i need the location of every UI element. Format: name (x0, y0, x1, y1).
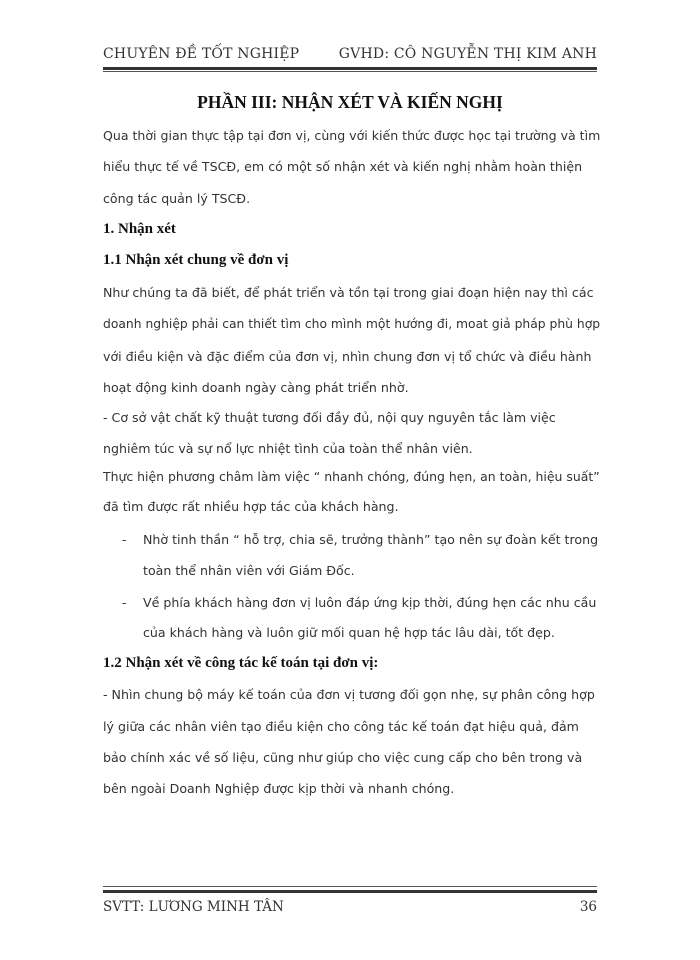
header-left: CHUYÊN ĐỀ TỐT NGHIỆP (103, 46, 300, 62)
intro-line-3: công tác quản lý TSCĐ. (103, 191, 251, 206)
footer-rule-thick (103, 890, 597, 893)
s11-p2-line-1: - Cơ sở vật chất kỹ thuật tương đối đầy đủ, nội quy nguyên tắc làm việc (103, 410, 556, 425)
bullet-2-marker: - (122, 595, 127, 610)
page-header (103, 46, 597, 62)
s12-p1-line-3: bảo chính xác về số liệu, cũng như giúp cho việc cung cấp cho bên trong và (103, 750, 583, 765)
header-rule-thin (103, 71, 597, 72)
s11-p1-line-4: hoạt động kinh doanh ngày càng phát triển nhờ. (103, 380, 409, 395)
bullet-2-line-2: của khách hàng và luôn giữ mối quan hệ hợp tác lâu dài, tốt đẹp. (143, 625, 555, 640)
page-title: PHẦN III: NHẬN XÉT VÀ KIẾN NGHỊ (197, 92, 503, 112)
header-right: GVHD: CÔ NGUYỄN THỊ KIM ANH (338, 46, 597, 62)
header-rule-thick (103, 67, 597, 70)
section-1-2-heading: 1.2 Nhận xét về công tác kế toán tại đơn vị: (103, 655, 379, 671)
intro-line-2: hiểu thực tế về TSCĐ, em có một số nhận xét và kiến nghị nhằm hoàn thiện (103, 159, 583, 174)
footer-author: SVTT: LƯƠNG MINH TÂN (103, 899, 284, 915)
s11-p2-line-2: nghiêm túc và sự nổ lực nhiệt tình của toàn thể nhân viên. (103, 441, 473, 456)
bullet-2-line-1: Về phía khách hàng đơn vị luôn đáp ứng kịp thời, đúng hẹn các nhu cầu (143, 595, 597, 610)
bullet-1-line-1: Nhờ tinh thần “ hỗ trợ, chia sẽ, trưởng thành” tạo nên sự đoàn kết trong (143, 532, 599, 547)
s12-p1-line-1: - Nhìn chung bộ máy kế toán của đơn vị tương đối gọn nhẹ, sự phân công hợp (103, 687, 595, 702)
s11-p1-line-2: doanh nghiệp phải can thiết tìm cho mình một hướng đi, moat giả pháp phù hợp (103, 317, 601, 331)
s11-p3-line-1: Thực hiện phương châm làm việc “ nhanh chóng, đúng hẹn, an toàn, hiệu suất” (103, 469, 600, 484)
bullet-1-marker: - (122, 532, 127, 547)
footer-rule-thin (103, 886, 597, 887)
s12-p1-line-2: lý giữa các nhân viên tạo điều kiện cho công tác kế toán đạt hiệu quả, đảm (103, 719, 579, 734)
s12-p1-line-4: bên ngoài Doanh Nghiệp được kịp thời và nhanh chóng. (103, 781, 455, 796)
page-footer (103, 899, 597, 915)
intro-line-1: Qua thời gian thực tập tại đơn vị, cùng với kiến thức được học tại trường và tìm (103, 128, 601, 143)
bullet-1-line-2: toàn thể nhân viên với Giám Đốc. (143, 563, 355, 578)
s11-p3-line-2: đã tìm được rất nhiều hợp tác của khách hàng. (103, 499, 399, 514)
s11-p1-line-1: Như chúng ta đã biết, để phát triển và tồn tại trong giai đoạn hiện nay thì các (103, 285, 594, 300)
s11-p1-line-3: với điều kiện và đặc điểm của đơn vị, nhìn chung đơn vị tổ chức và điều hành (103, 349, 592, 364)
section-1-1-heading: 1.1 Nhận xét chung về đơn vị (103, 252, 289, 268)
section-1-heading: 1. Nhận xét (103, 221, 176, 237)
page-number: 36 (579, 899, 597, 915)
